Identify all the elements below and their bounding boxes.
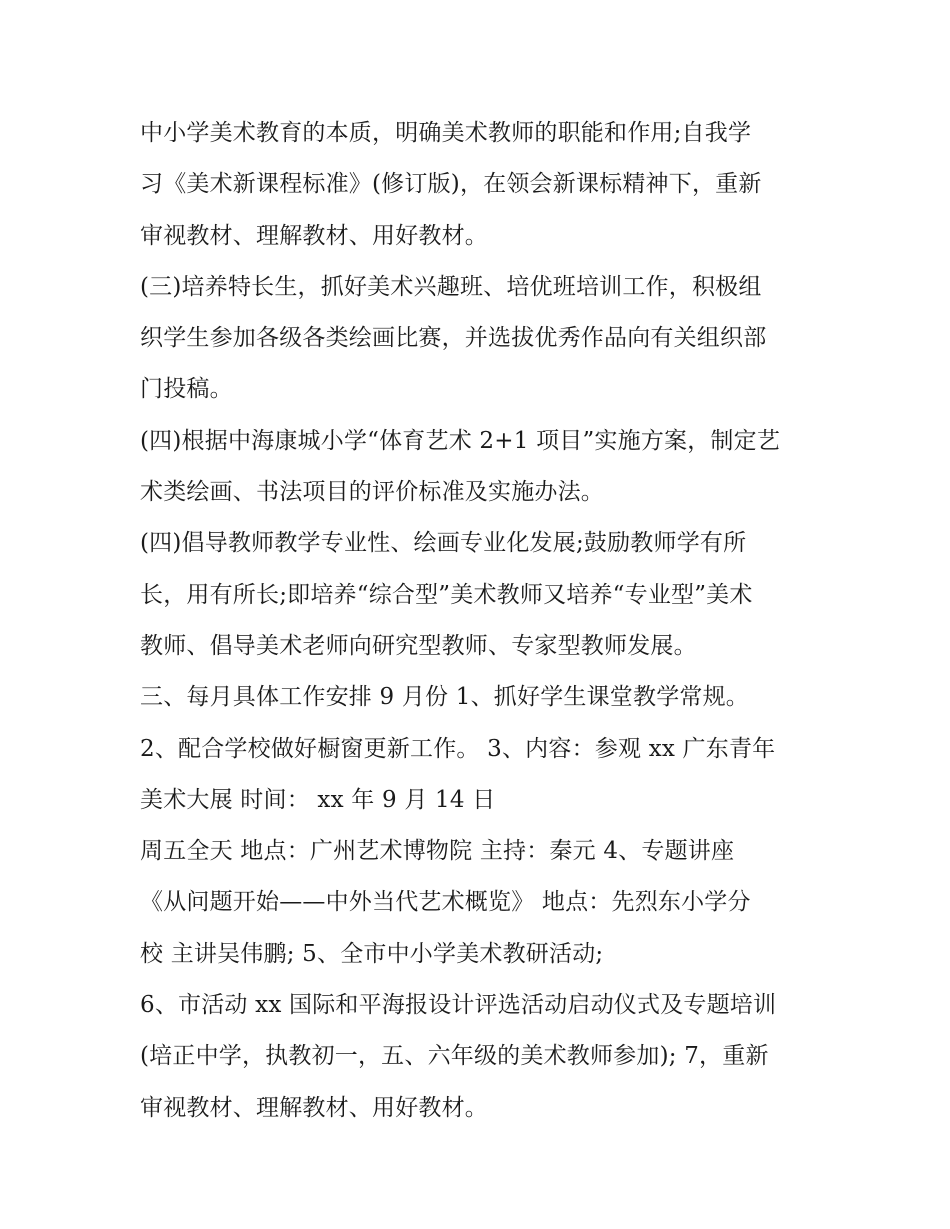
document-body	[140, 108, 820, 1134]
text-line: (四)根据中海康城小学“体育艺术 2+1 项目”实施方案，制定艺	[140, 427, 781, 454]
text-line: (培正中学，执教初一，五、六年级的美术教师参加); 7，重新	[140, 1043, 769, 1070]
text-line: 2、配合学校做好橱窗更新工作。 3、内容：参观 xx 广东青年	[140, 735, 776, 762]
text-line: 审视教材、理解教材、用好教材。	[140, 1094, 488, 1121]
text-line: 术类绘画、书法项目的评价标准及实施办法。	[140, 479, 604, 506]
text-line: (三)培养特长生，抓好美术兴趣班、培优班培训工作，积极组	[140, 273, 762, 300]
text-line: 6、市活动 xx 国际和平海报设计评选活动启动仪式及专题培训	[140, 992, 777, 1019]
text-line: 周五全天 地点：广州艺术博物院 主持：秦元 4、专题讲座	[140, 838, 735, 865]
text-line: 校 主讲吴伟鹏; 5、全市中小学美术教研活动;	[140, 940, 604, 967]
text-line: 《从问题开始——中外当代艺术概览》 地点：先烈东小学分	[140, 889, 751, 916]
text-line: 长，用有所长;即培养“综合型”美术教师又培养“专业型”美术	[140, 581, 753, 608]
text-line: 习《美术新课程标准》(修订版)，在领会新课标精神下，重新	[140, 171, 762, 198]
text-line: 审视教材、理解教材、用好教材。	[140, 222, 488, 249]
text-line: 三、每月具体工作安排 9 月份 1、抓好学生课堂教学常规。	[140, 684, 749, 711]
text-line: 美术大展 时间： xx 年 9 月 14 日	[140, 786, 496, 813]
text-line: 教师、倡导美术老师向研究型教师、专家型教师发展。	[140, 632, 697, 659]
text-line: 织学生参加各级各类绘画比赛，并选拔优秀作品向有关组织部	[140, 325, 767, 352]
text-line: (四)倡导教师教学专业性、绘画专业化发展;鼓励教师学有所	[140, 530, 747, 557]
text-line: 中小学美术教育的本质，明确美术教师的职能和作用;自我学	[140, 120, 752, 146]
text-line: 门投稿。	[140, 376, 233, 403]
